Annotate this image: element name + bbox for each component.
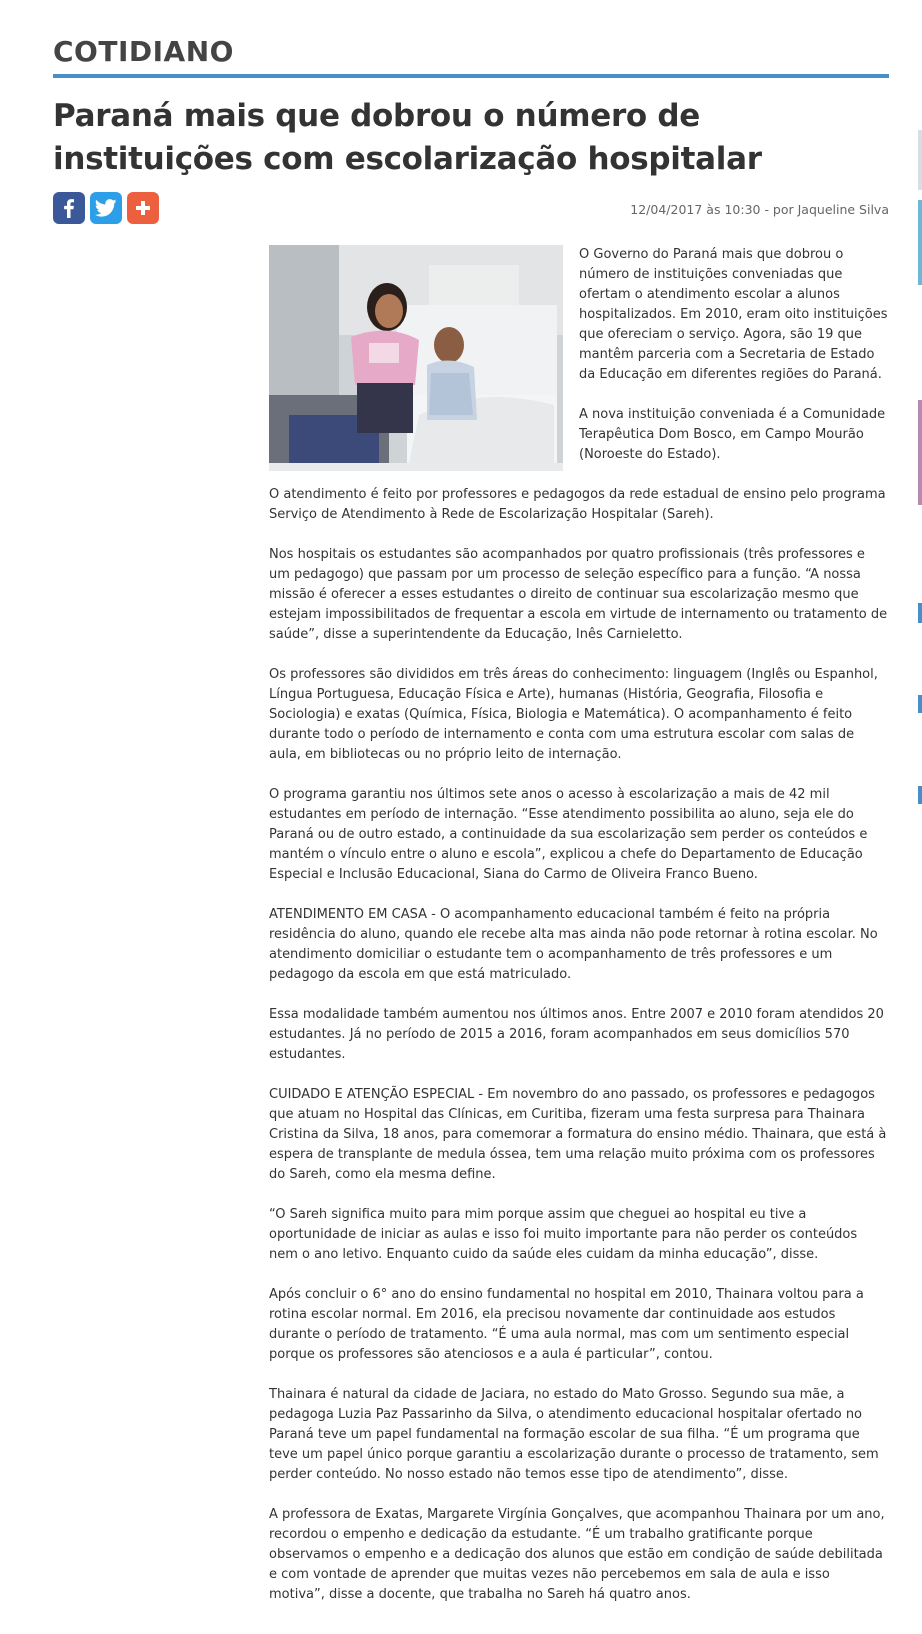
sidebar-thumbnail [918,130,922,190]
article-paragraph: O programa garantiu nos últimos sete anos o acesso à escolarização a mais de 42 mil estudantes em período de internação. “Esse atendimento possibilita ao aluno, seja ele do Paraná ou de outro estado, a continuidade da sua escolarização sem perder os conteúdos e mantém o vínculo entre o aluno e escola”, explicou a chefe do Departamento de Educação Especial e Inclusão Educacional, Siana do Carmo de Oliveira Franco Bueno. [269,787,868,882]
article-byline: 12/04/2017 às 10:30 - por Jaqueline Silva [630,202,889,217]
article-paragraph: Essa modalidade também aumentou nos últimos anos. Entre 2007 e 2010 foram atendidos 20 estudantes. Já no período de 2015 a 2016, foram acompanhados em seus domicílios 570 estudantes. [269,1007,884,1062]
article-photo[interactable] [269,245,563,471]
facebook-icon [60,198,78,218]
article-paragraph: Thainara é natural da cidade de Jaciara, no estado do Mato Grosso. Segundo sua mãe, a pedagoga Luzia Paz Passarinho da Silva, o atendimento educacional hospitalar ofertado no Paraná teve um papel fundamental na formação escolar de sua filha. “É um programa que teve um papel único porque garantiu a escolarização durante o processo de tratamento, sem perder conteúdo. No nosso estado não temos esse tipo de atendimento”, disse. [269,1387,879,1482]
article-paragraph: Após concluir o 6° ano do ensino fundamental no hospital em 2010, Thainara voltou para a rotina escolar normal. Em 2016, ela precisou novamente dar continuidade aos estudos durante o período de tratamento. “É uma aula normal, mas com um sentimento especial porque os professores são atenciosos e a aula é particular”, contou. [269,1287,864,1362]
share-bar [53,192,159,224]
plus-icon [134,199,152,217]
section-title: COTIDIANO [53,35,234,68]
article-paragraph: O atendimento é feito por professores e pedagogos da rede estadual de ensino pelo programa Serviço de Atendimento à Rede de Escolarização Hospitalar (Sareh). [269,487,886,522]
sidebar-accent [918,603,922,623]
facebook-share-button[interactable] [53,192,85,224]
twitter-icon [95,199,117,217]
article-paragraph: A nova instituição conveniada é a Comunidade Terapêutica Dom Bosco, em Campo Mourão (Noroeste do Estado). [579,407,886,462]
article-paragraph: “O Sareh significa muito para mim porque assim que cheguei ao hospital eu tive a oportunidade de iniciar as aulas e isso foi muito importante para não perder os conteúdos nem o ano letivo. Enquanto cuido da saúde eles cuidam da minha educação”, disse. [269,1207,858,1262]
article-paragraph: ATENDIMENTO EM CASA - O acompanhamento educacional também é feito na própria residência do aluno, quando ele recebe alta mas ainda não pode retornar à rotina escolar. No atendimento domiciliar o estudante tem o acompanhamento de três professores e um pedagogo da escola em que está matriculado. [269,907,878,982]
article-body [269,245,889,1625]
article-paragraph: Os professores são divididos em três áreas do conhecimento: linguagem (Inglês ou Espanhol, Língua Portuguesa, Educação Física e Arte), humanas (História, Geografia, Filosofia e Sociologia) e exatas (Química, Física, Biologia e Matemática). O acompanhamento é feito durante todo o período de internamento e conta com uma estrutura escolar com salas de aula, em bibliotecas ou no próprio leito de internação. [269,667,878,762]
article-paragraph: O Governo do Paraná mais que dobrou o número de instituições conveniadas que ofertam o atendimento escolar a alunos hospitalizados. Em 2010, eram oito instituições que ofereciam o serviço. Agora, são 19 que mantêm parceria com a Secretaria de Estado da Educação em diferentes regiões do Paraná. [579,247,888,382]
article-paragraph: A professora de Exatas, Margarete Virgínia Gonçalves, que acompanhou Thainara por um ano, recordou o empenho e dedicação da estudante. “É um trabalho gratificante porque observamos o empenho e a dedicação dos alunos que estão em condição de saúde debilitada e com vontade de aprender que muitas vezes não percebemos em sala de aula e isso motiva”, disse a docente, que trabalha no Sareh há quatro anos. [269,1507,885,1602]
sidebar-accent [918,786,922,804]
twitter-share-button[interactable] [90,192,122,224]
right-sidebar-edge [918,0,922,1634]
sidebar-thumbnail [918,400,922,505]
hospital-photo-illustration [269,245,563,463]
section-divider [53,74,889,78]
sidebar-thumbnail [918,200,922,285]
article-paragraph: Nos hospitais os estudantes são acompanhados por quatro profissionais (três professores e um pedagogo) que passam por um processo de seleção específico para a função. “A nossa missão é oferecer a esses estudantes o direito de continuar sua escolarização mesmo que estejam impossibilitados de frequentar a escola em virtude de internamento ou tratamento de saúde”, disse a superintendente da Educação, Inês Carnieletto. [269,547,888,642]
more-share-button[interactable] [127,192,159,224]
article-paragraph: CUIDADO E ATENÇÃO ESPECIAL - Em novembro do ano passado, os professores e pedagogos que atuam no Hospital das Clínicas, em Curitiba, fizeram uma festa surpresa para Thainara Cristina da Silva, 18 anos, para comemorar a formatura do ensino médio. Thainara, que está à espera de transplante de medula óssea, tem uma relação muito próxima com os professores do Sareh, como ela mesma define. [269,1087,887,1182]
sidebar-accent [918,695,922,713]
article-headline: Paraná mais que dobrou o número de instituições com escolarização hospitalar [53,98,762,177]
